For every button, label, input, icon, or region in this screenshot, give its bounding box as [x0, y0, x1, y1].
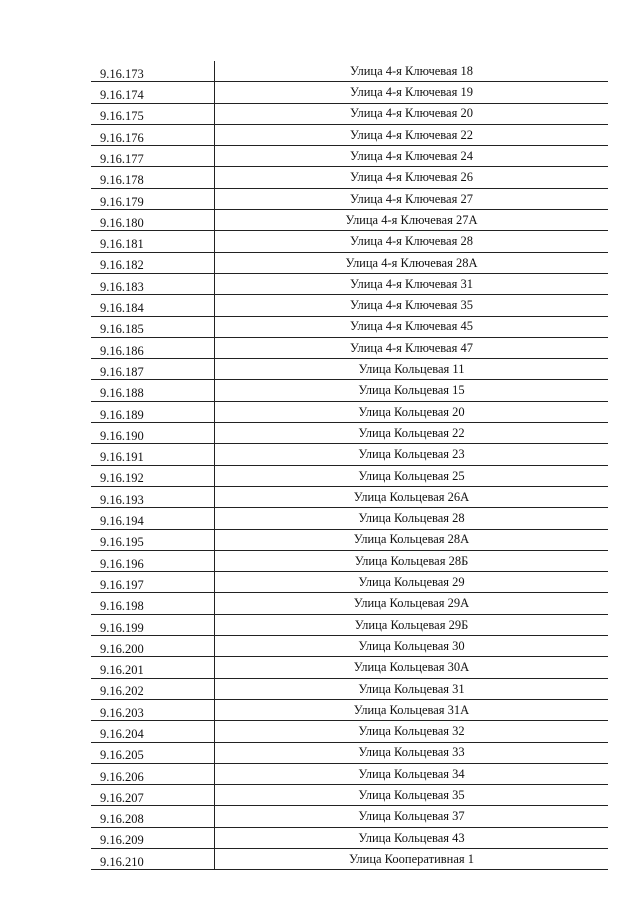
row-code-cell: 9.16.197 [91, 572, 215, 593]
row-code-cell: 9.16.189 [91, 401, 215, 422]
table-row [91, 785, 608, 806]
row-code-cell: 9.16.199 [91, 614, 215, 635]
table-row [91, 593, 608, 614]
row-code-cell: 9.16.193 [91, 486, 215, 507]
row-address-cell: Улица Кооперативная 1 [215, 848, 609, 869]
row-code-cell: 9.16.184 [91, 295, 215, 316]
row-address-cell: Улица Кольцевая 20 [215, 401, 609, 422]
address-table-body [91, 61, 608, 870]
row-address-cell: Улица Кольцевая 26А [215, 486, 609, 507]
row-code-cell: 9.16.178 [91, 167, 215, 188]
table-row [91, 614, 608, 635]
table-row [91, 465, 608, 486]
table-row [91, 657, 608, 678]
row-code-cell: 9.16.210 [91, 848, 215, 869]
row-code-cell: 9.16.192 [91, 465, 215, 486]
row-address-cell: Улица 4-я Ключевая 26 [215, 167, 609, 188]
row-address-cell: Улица 4-я Ключевая 19 [215, 82, 609, 103]
table-row [91, 486, 608, 507]
address-table [91, 61, 608, 870]
row-code-cell: 9.16.187 [91, 359, 215, 380]
row-code-cell: 9.16.207 [91, 785, 215, 806]
table-row [91, 423, 608, 444]
table-row [91, 295, 608, 316]
row-code-cell: 9.16.176 [91, 124, 215, 145]
row-code-cell: 9.16.179 [91, 188, 215, 209]
table-row [91, 678, 608, 699]
row-address-cell: Улица 4-я Ключевая 20 [215, 103, 609, 124]
table-row [91, 721, 608, 742]
row-code-cell: 9.16.204 [91, 721, 215, 742]
table-row [91, 401, 608, 422]
row-code-cell: 9.16.190 [91, 423, 215, 444]
row-code-cell: 9.16.209 [91, 827, 215, 848]
row-address-cell: Улица Кольцевая 11 [215, 359, 609, 380]
row-address-cell: Улица Кольцевая 28Б [215, 550, 609, 571]
table-row [91, 508, 608, 529]
table-row [91, 124, 608, 145]
row-address-cell: Улица 4-я Ключевая 45 [215, 316, 609, 337]
table-row [91, 827, 608, 848]
table-row [91, 231, 608, 252]
table-row [91, 103, 608, 124]
row-address-cell: Улица Кольцевая 32 [215, 721, 609, 742]
row-code-cell: 9.16.174 [91, 82, 215, 103]
table-row [91, 742, 608, 763]
row-address-cell: Улица Кольцевая 43 [215, 827, 609, 848]
row-code-cell: 9.16.203 [91, 699, 215, 720]
table-row [91, 763, 608, 784]
row-address-cell: Улица Кольцевая 28 [215, 508, 609, 529]
row-code-cell: 9.16.185 [91, 316, 215, 337]
table-row [91, 572, 608, 593]
table-row [91, 188, 608, 209]
table-row [91, 359, 608, 380]
row-code-cell: 9.16.191 [91, 444, 215, 465]
row-code-cell: 9.16.182 [91, 252, 215, 273]
row-address-cell: Улица Кольцевая 28А [215, 529, 609, 550]
row-code-cell: 9.16.194 [91, 508, 215, 529]
row-address-cell: Улица 4-я Ключевая 24 [215, 146, 609, 167]
row-address-cell: Улица Кольцевая 33 [215, 742, 609, 763]
row-code-cell: 9.16.180 [91, 210, 215, 231]
row-address-cell: Улица Кольцевая 34 [215, 763, 609, 784]
row-address-cell: Улица Кольцевая 30 [215, 636, 609, 657]
row-address-cell: Улица Кольцевая 35 [215, 785, 609, 806]
table-row [91, 550, 608, 571]
row-address-cell: Улица Кольцевая 29А [215, 593, 609, 614]
row-code-cell: 9.16.200 [91, 636, 215, 657]
table-row [91, 210, 608, 231]
table-row [91, 806, 608, 827]
row-code-cell: 9.16.181 [91, 231, 215, 252]
row-address-cell: Улица Кольцевая 37 [215, 806, 609, 827]
row-address-cell: Улица 4-я Ключевая 28 [215, 231, 609, 252]
table-row [91, 444, 608, 465]
row-address-cell: Улица 4-я Ключевая 27А [215, 210, 609, 231]
row-code-cell: 9.16.205 [91, 742, 215, 763]
table-row [91, 167, 608, 188]
row-code-cell: 9.16.177 [91, 146, 215, 167]
table-row [91, 61, 608, 82]
table-row [91, 699, 608, 720]
table-row [91, 146, 608, 167]
row-code-cell: 9.16.175 [91, 103, 215, 124]
table-row [91, 252, 608, 273]
row-address-cell: Улица 4-я Ключевая 31 [215, 273, 609, 294]
row-code-cell: 9.16.202 [91, 678, 215, 699]
row-address-cell: Улица 4-я Ключевая 22 [215, 124, 609, 145]
row-address-cell: Улица 4-я Ключевая 27 [215, 188, 609, 209]
table-row [91, 848, 608, 869]
table-row [91, 529, 608, 550]
row-code-cell: 9.16.198 [91, 593, 215, 614]
row-address-cell: Улица Кольцевая 22 [215, 423, 609, 444]
row-address-cell: Улица 4-я Ключевая 47 [215, 337, 609, 358]
row-address-cell: Улица 4-я Ключевая 18 [215, 61, 609, 82]
table-row [91, 636, 608, 657]
row-code-cell: 9.16.195 [91, 529, 215, 550]
table-row [91, 380, 608, 401]
row-address-cell: Улица Кольцевая 25 [215, 465, 609, 486]
row-code-cell: 9.16.173 [91, 61, 215, 82]
row-code-cell: 9.16.188 [91, 380, 215, 401]
row-address-cell: Улица Кольцевая 29 [215, 572, 609, 593]
row-address-cell: Улица Кольцевая 23 [215, 444, 609, 465]
row-code-cell: 9.16.208 [91, 806, 215, 827]
row-address-cell: Улица Кольцевая 31А [215, 699, 609, 720]
row-code-cell: 9.16.206 [91, 763, 215, 784]
row-code-cell: 9.16.196 [91, 550, 215, 571]
row-code-cell: 9.16.201 [91, 657, 215, 678]
row-code-cell: 9.16.183 [91, 273, 215, 294]
table-row [91, 82, 608, 103]
row-address-cell: Улица 4-я Ключевая 28А [215, 252, 609, 273]
row-address-cell: Улица Кольцевая 31 [215, 678, 609, 699]
row-address-cell: Улица 4-я Ключевая 35 [215, 295, 609, 316]
row-address-cell: Улица Кольцевая 29Б [215, 614, 609, 635]
row-address-cell: Улица Кольцевая 30А [215, 657, 609, 678]
row-address-cell: Улица Кольцевая 15 [215, 380, 609, 401]
row-code-cell: 9.16.186 [91, 337, 215, 358]
table-row [91, 337, 608, 358]
table-row [91, 273, 608, 294]
table-row [91, 316, 608, 337]
